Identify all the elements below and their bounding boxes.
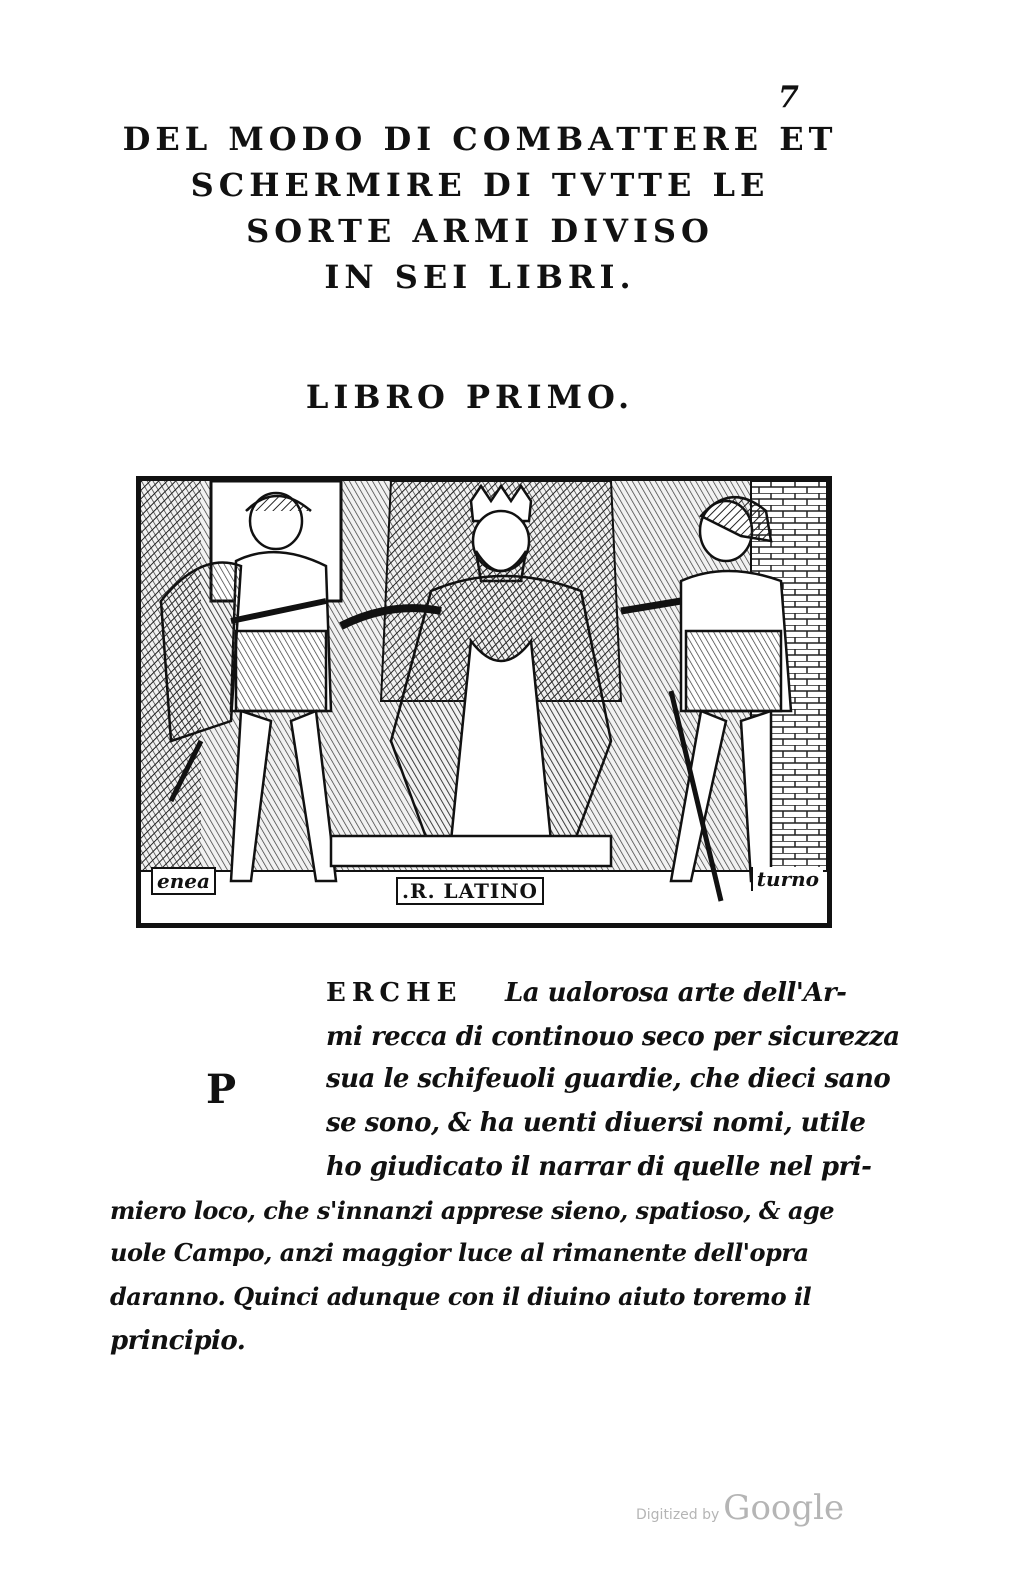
label-turno: turno: [751, 867, 823, 891]
title-line-1: DEL MODO DI COMBATTERE ET: [122, 120, 838, 158]
title-block: [100, 116, 860, 300]
text-line-4: ho giudicato il narrar di quelle nel pri-: [326, 1152, 872, 1182]
woodcut-drawing: [141, 481, 827, 923]
text-line-6: uole Campo, anzi maggior luce al rimanente dell'opra: [110, 1238, 809, 1267]
text-line-7: daranno. Quinci adunque con il diuino aiuto toremo il: [110, 1282, 812, 1311]
watermark-brand: Google: [723, 1488, 845, 1528]
label-latino: .R. LATINO: [396, 877, 544, 905]
label-enea: enea: [151, 867, 216, 895]
page-number: 7: [778, 80, 799, 115]
text-line-5: miero loco, che s'innanzi apprese sieno, spatioso, & age: [110, 1196, 835, 1225]
opening-word: ERCHE: [326, 978, 463, 1008]
text-line-2: sua le schifeuoli guardie, che dieci sano: [326, 1064, 891, 1094]
text-line-first: La ualorosa arte dell'Ar-: [505, 978, 847, 1008]
text-line-3: se sono, & ha uenti diuersi nomi, utile: [326, 1108, 866, 1138]
drop-initial: P: [206, 1066, 237, 1113]
digitized-watermark: [636, 1488, 844, 1528]
text-line-1: mi recca di continouo seco per sicurezza: [326, 1022, 900, 1052]
book-heading: LIBRO PRIMO.: [305, 378, 635, 416]
woodcut-illustration: [136, 476, 832, 928]
title-line-2: SCHERMIRE DI TVTTE LE: [190, 166, 770, 204]
title-line-4: IN SEI LIBRI.: [324, 258, 636, 296]
title-line-3: SORTE ARMI DIVISO: [246, 212, 714, 250]
watermark-prefix: Digitized by: [636, 1507, 720, 1523]
text-line-8: principio.: [110, 1326, 246, 1356]
